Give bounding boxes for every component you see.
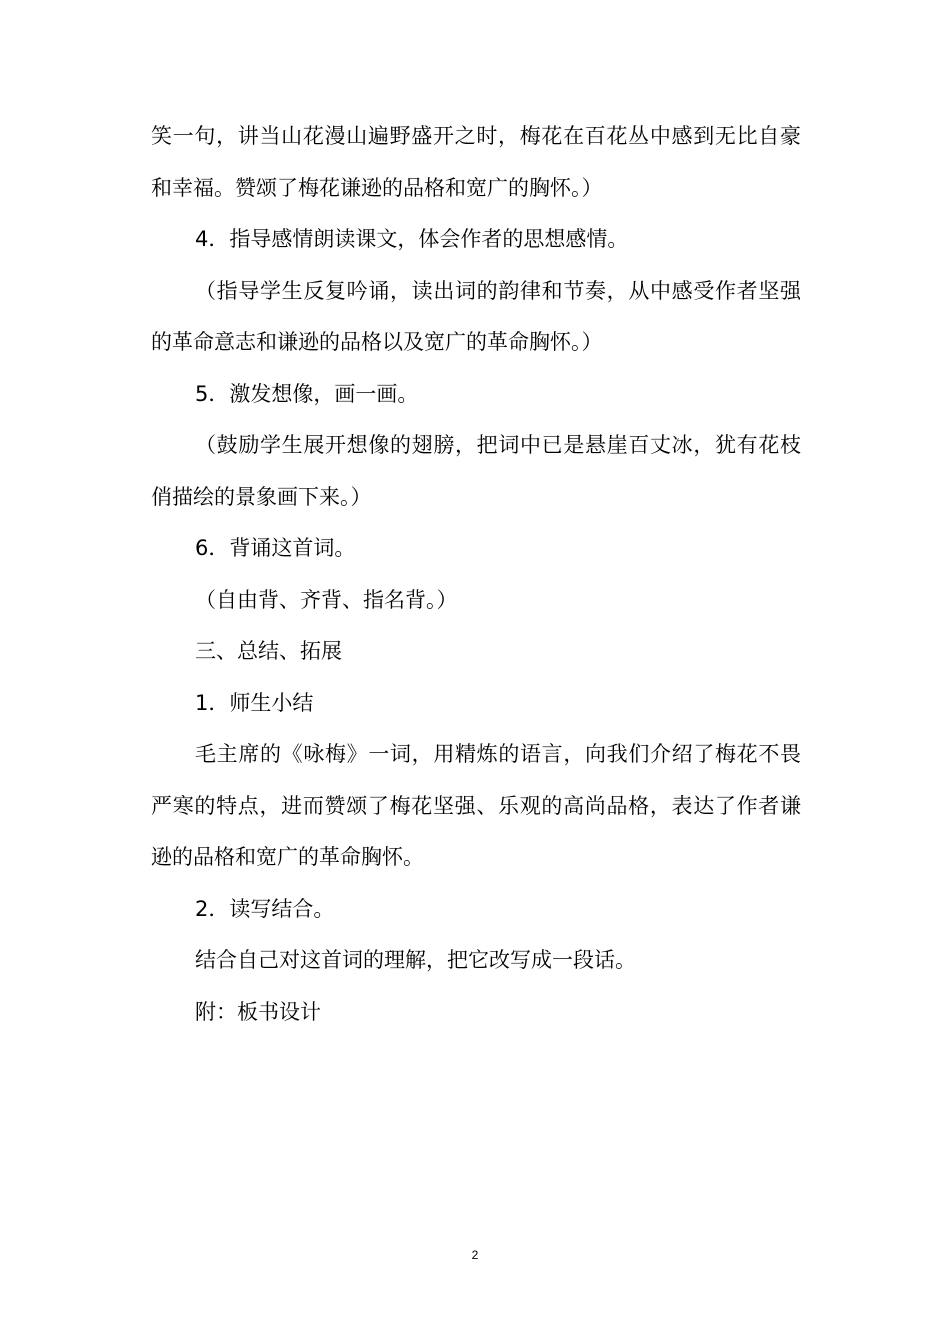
paragraph-board-design: 附：板书设计 [195,999,321,1024]
paragraph-step-4-note: （指导学生反复吟诵，读出词的韵律和节奏，从中感受作者坚强的革命意志和谦逊的品格以及宽广的革命胸怀。） [151,278,801,354]
document-body [151,111,801,1038]
paragraph-step-5-note: （鼓励学生展开想像的翅膀，把词中已是悬崖百丈冰，犹有花枝俏描绘的景象画下来。） [151,433,801,509]
paragraph-continuation: 笑一句，讲当山花漫山遍野盛开之时，梅花在百花丛中感到无比自豪和幸福。赞颂了梅花谦逊的品格和宽广的胸怀。） [151,124,801,200]
paragraph-summary-2: 2．读写结合。 [195,896,335,921]
paragraph-step-6: 6．背诵这首词。 [195,536,356,560]
paragraph-step-6-note: （自由背、齐背、指名背。） [195,587,458,612]
section-heading-summary: 三、总结、拓展 [195,639,342,663]
paragraph-summary-2-text: 结合自己对这首词的理解，把它改写成一段话。 [195,948,636,972]
paragraph-step-5: 5．激发想像，画一画。 [195,381,419,406]
paragraph-summary-1: 1．师生小结 [195,690,314,715]
page-number: 2 [471,1248,479,1262]
paragraph-summary-text: 毛主席的《咏梅》一词，用精炼的语言，向我们介绍了梅花不畏严寒的特点，进而赞颂了梅花坚强、乐观的高尚品格，表达了作者谦逊的品格和宽广的革命胸怀。 [151,742,801,869]
paragraph-step-4: 4．指导感情朗读课文，体会作者的思想感情。 [195,227,629,251]
